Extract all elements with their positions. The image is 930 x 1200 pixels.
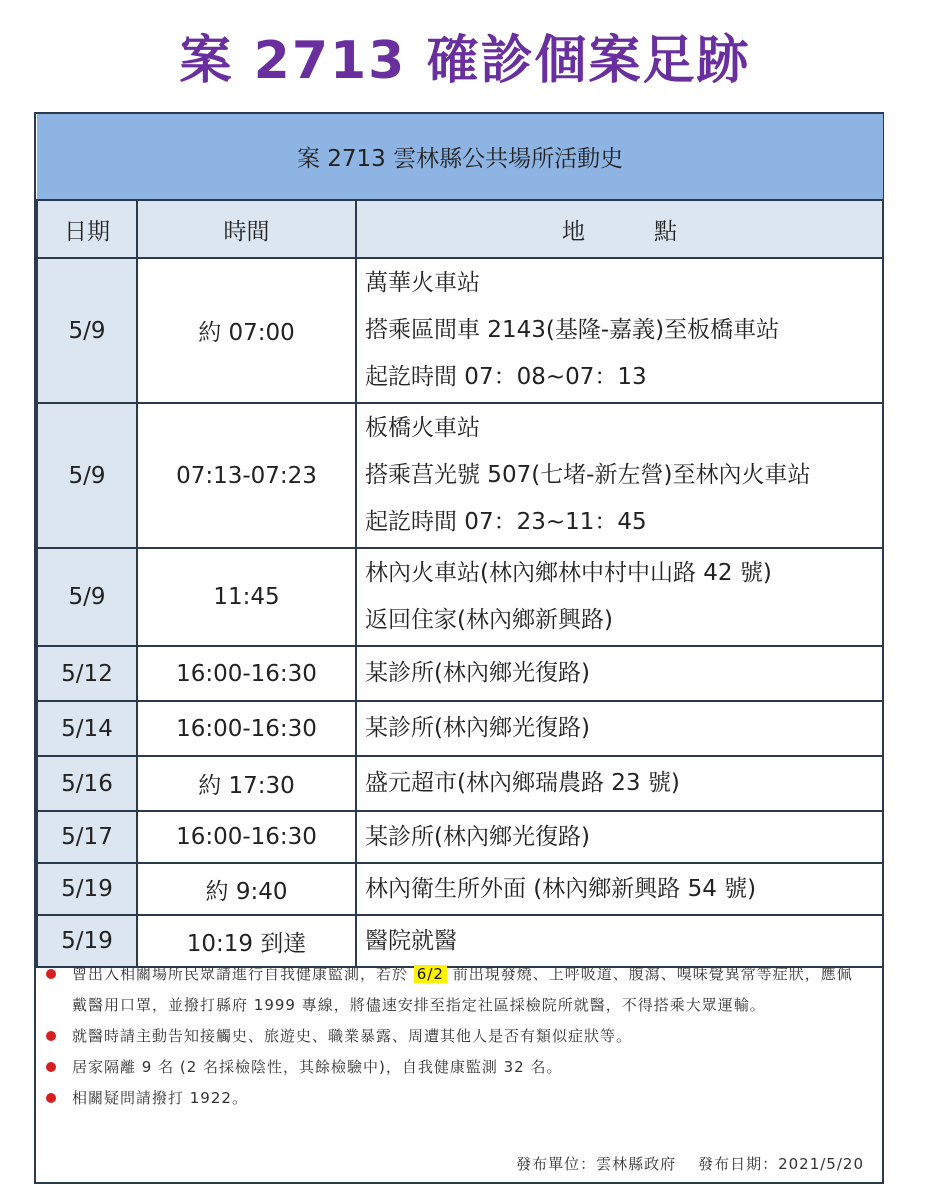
note-item: [36, 1052, 882, 1083]
cell-time: 07:13-07:23: [137, 403, 356, 548]
cell-date: 5/9: [37, 258, 137, 403]
place-line: 搭乘區間車 2143(基隆-嘉義)至板橋車站: [365, 317, 780, 343]
cell-date: 5/16: [37, 756, 137, 811]
publish-date: 發布日期：2021/5/20: [698, 1155, 864, 1173]
red-bullet-icon: [46, 1093, 56, 1103]
column-header-time: 時間: [137, 200, 356, 258]
place-line: 起訖時間 07：23~11：45: [365, 509, 647, 535]
table-row: [37, 701, 883, 756]
cell-place: [356, 403, 883, 548]
place-line: 某診所(林內鄉光復路): [365, 823, 590, 850]
table-row: [37, 646, 883, 701]
table-row: [37, 811, 883, 863]
highlighted-date: 6/2: [414, 965, 447, 983]
page-title: 案 2713 確診個案足跡: [179, 31, 751, 91]
note-text: 前出現發燒、上呼吸道、腹瀉、嗅味覺異常等症狀，應佩戴醫用口罩，並撥打縣府 1999 專線，將儘速安排至指定社區採檢院所就醫，不得搭乘大眾運輸。: [72, 965, 853, 1014]
note-text: 相關疑問請撥打 1922。: [72, 1089, 248, 1107]
red-bullet-icon: [46, 1031, 56, 1041]
cell-date: 5/17: [37, 811, 137, 863]
cell-date: 5/9: [37, 548, 137, 646]
cell-place: [356, 646, 883, 701]
cell-time: 11:45: [137, 548, 356, 646]
note-item: [36, 1021, 882, 1052]
table-row: [37, 863, 883, 915]
note-text: 曾出入相關場所民眾請進行自我健康監測，若於: [72, 965, 409, 983]
place-line: 醫院就醫: [365, 927, 457, 954]
column-header-place: 地 點: [356, 200, 883, 258]
table-row: [37, 403, 883, 548]
table-row: [37, 258, 883, 403]
cell-time: 約 17:30: [137, 756, 356, 811]
note-item: [36, 959, 882, 1021]
red-bullet-icon: [46, 1062, 56, 1072]
place-line: 搭乘莒光號 507(七堵-新左營)至林內火車站: [365, 462, 811, 488]
place-line: 返回住家(林內鄉新興路): [365, 607, 613, 633]
red-bullet-icon: [46, 969, 56, 979]
cell-date: 5/14: [37, 701, 137, 756]
cell-place: [356, 863, 883, 915]
activity-table-frame: [34, 112, 884, 1184]
column-header-date: 日期: [37, 200, 137, 258]
publisher-unit: 發布單位：雲林縣政府: [516, 1155, 677, 1173]
note-text: 就醫時請主動告知接觸史、旅遊史、職業暴露、周遭其他人是否有類似症狀等。: [72, 1027, 633, 1045]
cell-place: [356, 548, 883, 646]
place-line: 板橋火車站: [365, 415, 480, 441]
table-row: [37, 756, 883, 811]
place-line: 某診所(林內鄉光復路): [365, 715, 590, 741]
cell-place: [356, 701, 883, 756]
place-line: 某診所(林內鄉光復路): [365, 660, 590, 686]
cell-date: 5/9: [37, 403, 137, 548]
note-item: [36, 1083, 882, 1114]
table-row: [37, 548, 883, 646]
cell-time: 16:00-16:30: [137, 811, 356, 863]
cell-time: 約 9:40: [137, 863, 356, 915]
place-line: 林內衛生所外面 (林內鄉新興路 54 號): [365, 875, 757, 902]
notes-section: [36, 959, 882, 1114]
cell-date: 5/12: [37, 646, 137, 701]
note-text: 居家隔離 9 名 (2 名採檢陰性，其餘檢驗中)，自我健康監測 32 名。: [72, 1058, 563, 1076]
cell-time: 16:00-16:30: [137, 646, 356, 701]
cell-time: 約 07:00: [137, 258, 356, 403]
cell-place: [356, 258, 883, 403]
cell-time: 10:19 到達: [137, 915, 356, 967]
table-title: 案 2713 雲林縣公共場所活動史: [37, 114, 883, 200]
publisher-info: [494, 1153, 864, 1174]
cell-date: 5/19: [37, 863, 137, 915]
cell-time: 16:00-16:30: [137, 701, 356, 756]
place-line: 萬華火車站: [365, 270, 480, 296]
place-line: 林內火車站(林內鄉林中村中山路 42 號): [365, 560, 772, 586]
place-line: 盛元超市(林內鄉瑞農路 23 號): [365, 770, 680, 796]
cell-place: [356, 756, 883, 811]
table-header-row: [37, 200, 883, 258]
cell-place: [356, 811, 883, 863]
cell-date: 5/19: [37, 915, 137, 967]
activity-table: [36, 114, 884, 968]
place-line: 起訖時間 07：08~07：13: [365, 364, 647, 390]
